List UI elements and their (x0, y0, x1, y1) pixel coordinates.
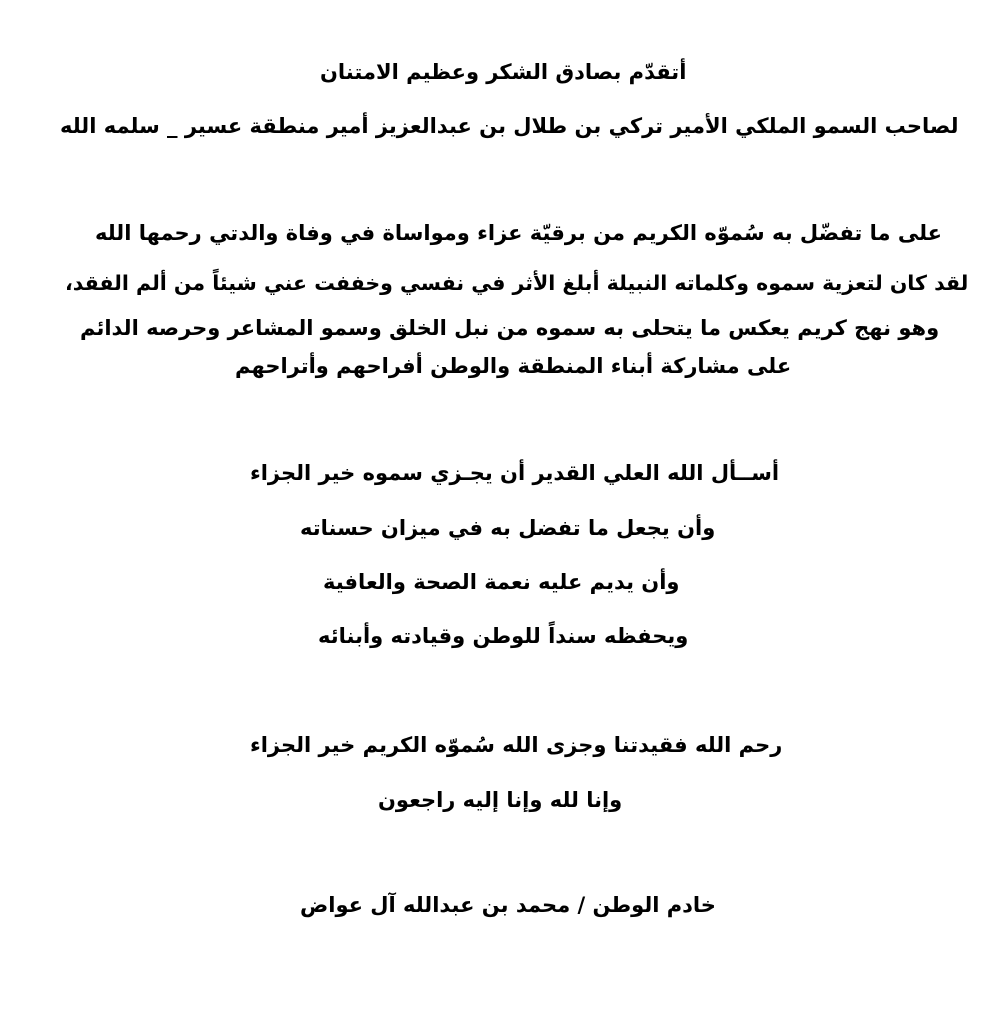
header-line-1: أتقدّم بصادق الشكر وعظيم الامتنان (320, 60, 687, 84)
prayer-line-4: ويحفظه سنداً للوطن وقيادته وأبنائه (318, 624, 689, 648)
closing-line-2: وإنا لله وإنا إليه راجعون (378, 788, 623, 812)
prayer-line-3: وأن يديم عليه نعمة الصحة والعافية (323, 570, 680, 594)
prayer-line-2: وأن يجعل ما تفضل به في ميزان حسناته (300, 516, 716, 540)
prayer-line-1: أســأل الله العلي القدير أن يجـزي سموه خير الجزاء (250, 461, 780, 485)
signature-line: خادم الوطن / محمد بن عبدالله آل عواض (300, 893, 716, 917)
paragraph-line-3: وهو نهج كريم يعكس ما يتحلى به سموه من نبل الخلق وسمو المشاعر وحرصه الدائم (80, 316, 940, 340)
closing-line-1: رحم الله فقيدتنا وجزى الله سُموّه الكريم خير الجزاء (250, 733, 783, 757)
header-line-2: لصاحب السمو الملكي الأمير تركي بن طلال بن عبدالعزيز أمير منطقة عسير _ سلمه الله (60, 114, 959, 138)
paragraph-line-1: على ما تفضّل به سُموّه الكريم من برقيّة عزاء ومواساة في وفاة والدتي رحمها الله (95, 221, 942, 245)
paragraph-line-2: لقد كان لتعزية سموه وكلماته النبيلة أبلغ الأثر في نفسي وخففت عني شيئاً من ألم الفقد، (65, 271, 969, 295)
paragraph-line-4: على مشاركة أبناء المنطقة والوطن أفراحهم وأتراحهم (235, 354, 792, 378)
